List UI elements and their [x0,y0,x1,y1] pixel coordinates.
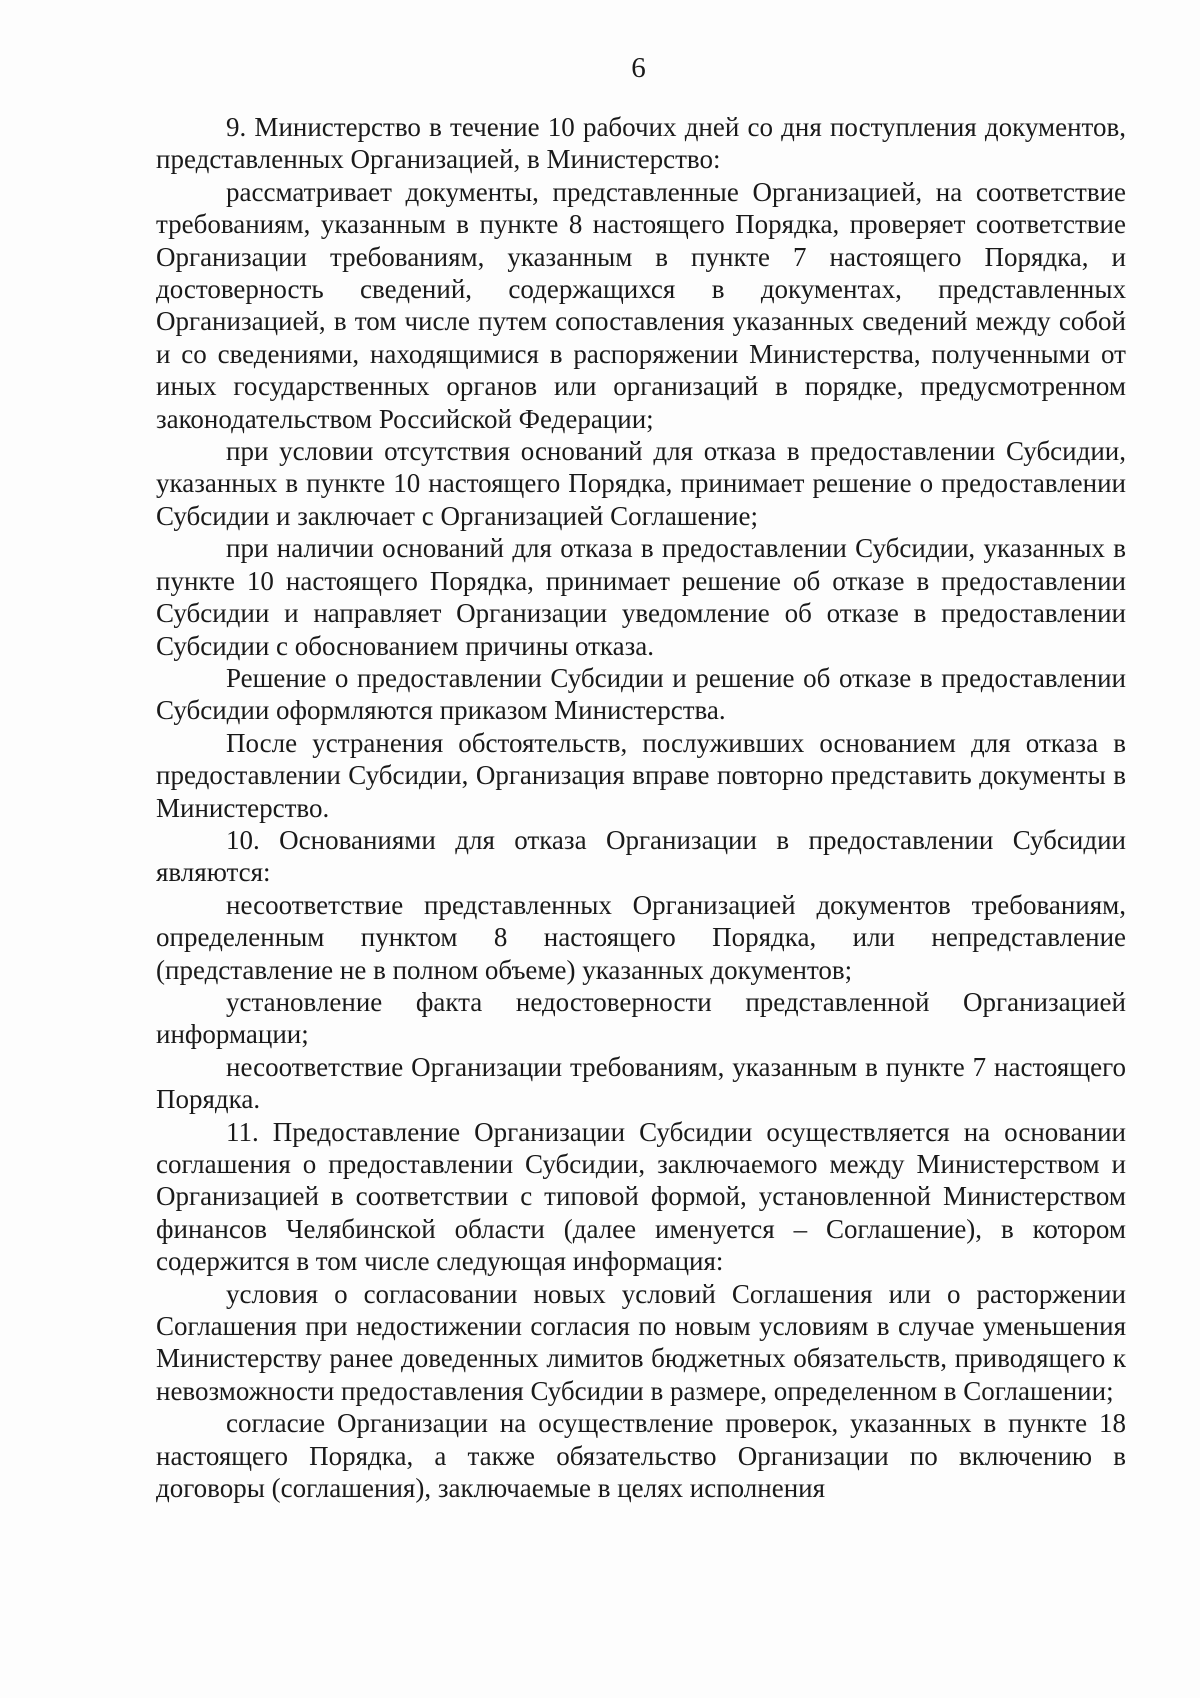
paragraph-10-intro: 10. Основаниями для отказа Организации в предоставлении Субсидии являются: [156,824,1126,888]
paragraph-refusal-ground-2: установление факта недостоверности представленной Организацией информации; [156,986,1126,1050]
paragraph-decision-order: Решение о предоставлении Субсидии и решение об отказе в предоставлении Субсидии оформляются приказом Министерства. [156,662,1126,726]
paragraph-resubmission: После устранения обстоятельств, послуживших основанием для отказа в предоставлении Субсидии, Организация вправе повторно представить документы в Министерство. [156,727,1126,823]
paragraph-refusal-ground-3: несоответствие Организации требованиям, указанным в пункте 7 настоящего Порядка. [156,1051,1126,1115]
document-body [156,111,1126,1504]
paragraph-grant-decision: при условии отсутствия оснований для отказа в предоставлении Субсидии, указанных в пункте 10 настоящего Порядка, принимает решение о предоставлении Субсидии и заключает с Организацией Соглашение; [156,436,1126,531]
paragraph-9-intro: 9. Министерство в течение 10 рабочих дней со дня поступления документов, представленных Организацией, в Министерство: [156,112,1126,175]
paragraph-review-documents: рассматривает документы, представленные Организацией, на соответствие требованиям, указанным в пункте 8 настоящего Порядка, проверяет соответствие Организации требованиям, указанным в пункте 7 настоящего Порядка, и достоверность сведений, содержащихся в документах, представленных Организацией, в том числе путем сопоставления указанных сведений между собой и со сведениями, находящимися в распоряжении Министерства, полученными от иных государственных органов или организаций в порядке, предусмотренном законодательством Российской Федерации; [156,176,1126,434]
paragraph-11-intro: 11. Предоставление Организации Субсидии осуществляется на основании соглашения о предоставлении Субсидии, заключаемого между Министерством и Организацией в соответствии с типовой формой, установленной Министерством финансов Челябинской области (далее именуется – Соглашение), в котором содержится в том числе следующая информация: [156,1116,1126,1277]
page-number: 6 [631,52,646,84]
paragraph-refusal-decision: при наличии оснований для отказа в предоставлении Субсидии, указанных в пункте 10 настоящего Порядка, принимает решение об отказе в предоставлении Субсидии и направляет Организации уведомление об отказе в предоставлении Субсидии с обоснованием причины отказа. [156,533,1126,661]
paragraph-inspection-consent: согласие Организации на осуществление проверок, указанных в пункте 18 настоящего Порядка, а также обязательство Организации по включению в договоры (соглашения), заключаемые в целях исполнения [156,1408,1126,1504]
paragraph-agreement-conditions: условия о согласовании новых условий Соглашения или о расторжении Соглашения при недостижении согласия по новым условиям в случае уменьшения Министерству ранее доведенных лимитов бюджетных обязательств, приводящего к невозможности предоставления Субсидии в размере, определенном в Соглашении; [156,1278,1126,1406]
paragraph-refusal-ground-1: несоответствие представленных Организацией документов требованиям, определенным пунктом 8 настоящего Порядка, или непредставление (представление не в полном объеме) указанных документов; [156,889,1126,985]
